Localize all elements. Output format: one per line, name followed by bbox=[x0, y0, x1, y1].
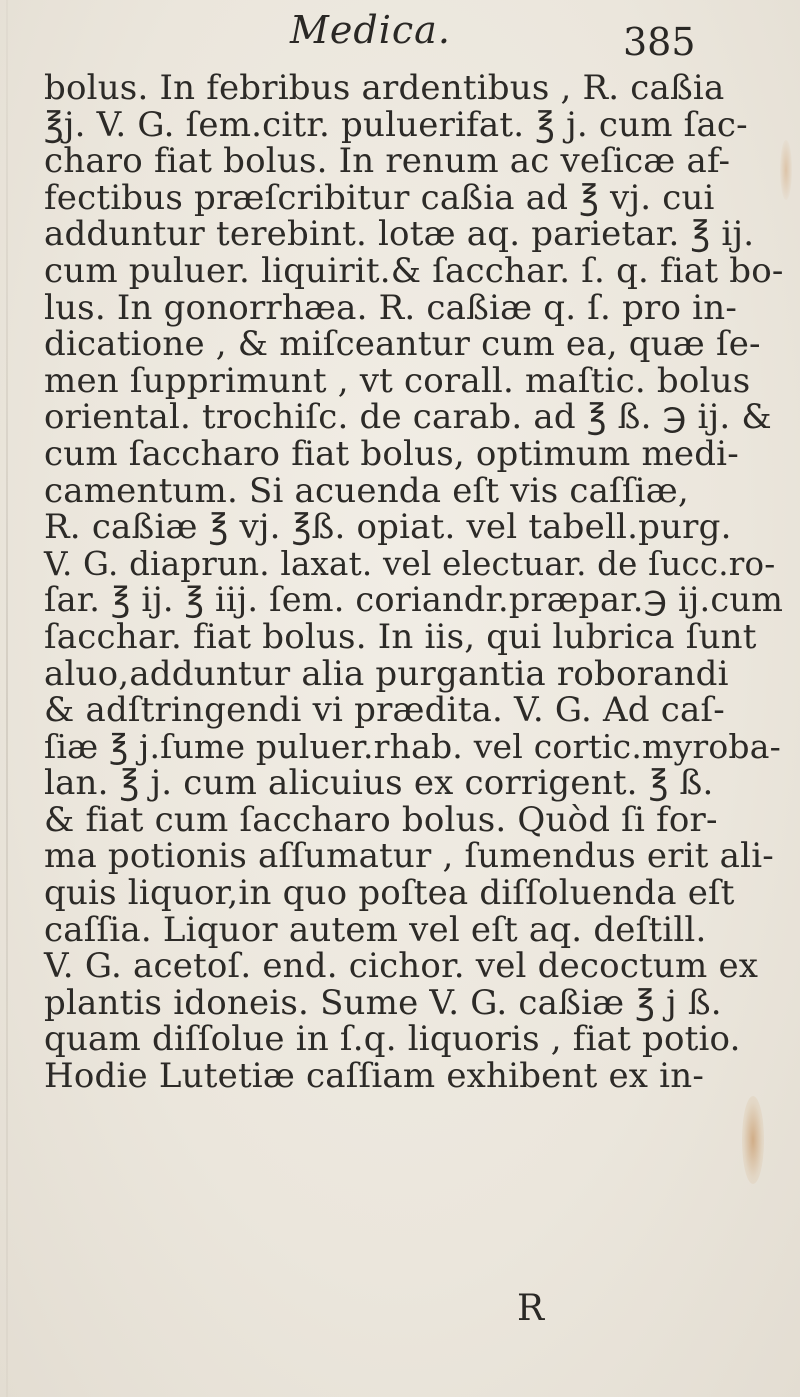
page-header bbox=[0, 4, 800, 74]
text-line: ſiæ ℥ j.ſume puluer.rhab. vel cortic.myroba- bbox=[44, 726, 781, 766]
text-line: & adſtringendi vi prædita. V. G. Ad caſ- bbox=[44, 690, 725, 731]
text-line: lan. ℥ j. cum alicuius ex corrigent. ℥ ß. bbox=[44, 763, 714, 804]
text-line: ſar. ℥ ij. ℥ iij. ſem. coriandr.præpar.℈ ij.cum bbox=[44, 580, 784, 620]
text-line: quis liquor,in quo poſtea diſſoluenda eſt bbox=[44, 873, 735, 914]
text-line: V. G. diaprun. laxat. vel electuar. de ſucc.ro- bbox=[44, 544, 776, 583]
text-line: adduntur terebint. lotæ aq. parietar. ℥ ij. bbox=[44, 214, 755, 255]
text-line: lus. In gonorrhæa. R. caßiæ q. ſ. pro in- bbox=[44, 287, 738, 328]
text-line: aluo,adduntur alia purgantia roborandi bbox=[44, 653, 729, 694]
body-text bbox=[44, 70, 784, 1095]
text-line: bolus. In febribus ardentibus , R. caßia bbox=[44, 68, 725, 108]
text-line: ſacchar. fiat bolus. In iis, qui lubrica ſunt bbox=[44, 616, 757, 657]
text-line: & fiat cum ſaccharo bolus. Quòd ſi for- bbox=[44, 799, 718, 840]
running-head: Medica. bbox=[290, 8, 451, 52]
text-line: ℥j. V. G. ſem.citr. puluerifat. ℥ j. cum ſac- bbox=[44, 104, 748, 145]
text-line: V. G. acetoſ. end. cichor. vel decoctum ex bbox=[44, 946, 759, 987]
text-line: camentum. Si acuenda eſt vis caſſiæ, bbox=[44, 470, 689, 511]
text-line: quam diſſolue in ſ.q. liquoris , fiat potio. bbox=[44, 1019, 741, 1060]
text-line: fectibus præſcribitur caßia ad ℥ vj. cui bbox=[44, 177, 715, 218]
text-line: plantis idoneis. Sume V. G. caßiæ ℥ j ß. bbox=[44, 982, 722, 1023]
text-line: R. caßiæ ℥ vj. ℥ß. opiat. vel tabell.purg. bbox=[44, 507, 732, 548]
text-line: oriental. trochiſc. de carab. ad ℥ ß. ℈ ij. & bbox=[44, 397, 772, 438]
gutter-shadow bbox=[6, 0, 8, 1397]
text-line: Hodie Lutetiæ caſſiam exhibent ex in- bbox=[44, 1056, 705, 1097]
text-line: charo fiat bolus. In renum ac veſicæ af- bbox=[44, 141, 731, 182]
text-line: dicatione , & miſceantur cum ea, quæ ſe- bbox=[44, 324, 761, 365]
text-line: ma potionis aſſumatur , ſumendus erit ali- bbox=[44, 836, 774, 877]
catchword: R bbox=[517, 1288, 545, 1329]
paper-stain bbox=[742, 1096, 764, 1184]
page-number: 385 bbox=[623, 20, 696, 64]
text-line: cum ſaccharo fiat bolus, optimum medi- bbox=[44, 433, 739, 474]
text-line: cum puluer. liquirit.& ſacchar. ſ. q. fiat bo- bbox=[44, 250, 784, 291]
text-line: caſſia. Liquor autem vel eſt aq. deſtill. bbox=[44, 909, 707, 950]
text-line: men ſupprimunt , vt corall. maſtic. bolus bbox=[44, 360, 751, 401]
